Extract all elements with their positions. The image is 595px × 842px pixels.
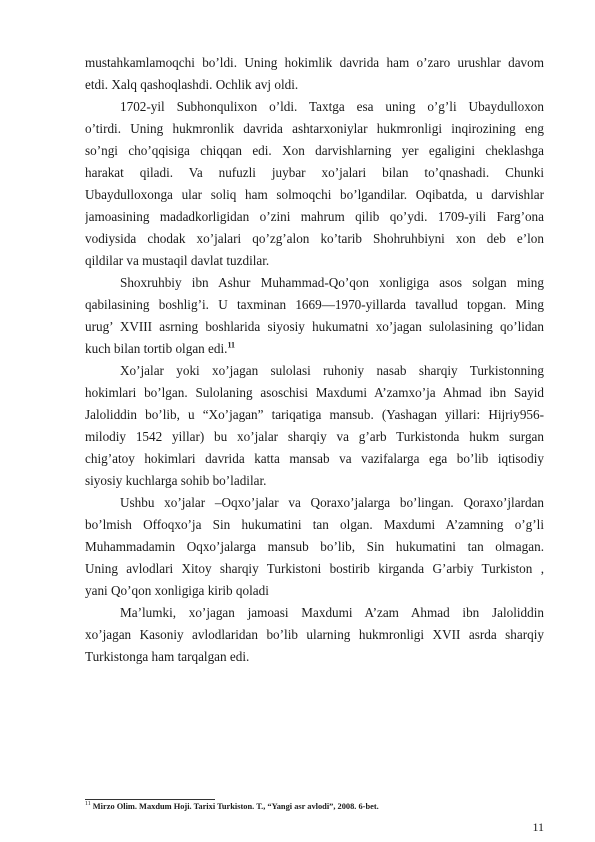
text-line <box>85 580 544 602</box>
line-text: Shoxruhbiy ibn Ashur Muhammad-Qo’qon xonligiga asos solgan ming <box>120 275 544 290</box>
text-line <box>85 602 544 624</box>
line-text: vodiysida chodak xo’jalari qo’zg’alon ko’tarib Shohruhbiyni xon deb e’lon <box>85 231 544 246</box>
line-text: urug’ XVIII asrning boshlarida siyosiy hukumatni xo’jagan sulolasining qo’lidan <box>85 319 544 334</box>
text-line <box>85 492 544 514</box>
text-line <box>85 382 544 404</box>
text-line <box>85 470 544 492</box>
text-line <box>85 624 544 646</box>
line-text: 1702-yil Subhonqulixon o’ldi. Taxtga esa uning o’g’li Ubaydulloxon <box>120 99 544 114</box>
line-text: Ma’lumki, xo’jagan jamoasi Maxdumi A’zam Ahmad ibn Jaloliddin <box>120 605 544 620</box>
line-text: bo’lmish Offoqxo’ja Sin hukumatini tan olgan. Maxdumi A’zamning o’g’li <box>85 517 544 532</box>
line-text: etdi. Xalq qashoqlashdi. Ochlik avj oldi. <box>85 77 299 92</box>
line-text: yani Qo’qon xonligiga kirib qoladi <box>85 583 269 598</box>
paragraph <box>85 272 544 360</box>
line-text: chig’atoy hokimlari davrida katta mansab va vazifalarga ega bo’lib iqtisodiy <box>85 451 544 466</box>
line-text: Muhammadamin Oqxo’jalarga mansub bo’lib, Sin hukumatini tan olmagan. <box>85 539 544 554</box>
paragraph <box>85 96 544 272</box>
line-text: so’ngi cho’qqisiga chiqqan edi. Xon darvishlarning yer egaligini cheklashga <box>85 143 544 158</box>
body-text <box>85 52 544 668</box>
page-number: 11 <box>532 820 544 834</box>
text-line <box>85 558 544 580</box>
line-text: qildilar va mustaqil davlat tuzdilar. <box>85 253 270 268</box>
text-line <box>85 228 544 250</box>
footnote <box>85 801 379 813</box>
line-text: qabilasining boshlig’i. U taxminan 1669—1970-yillarda tavallud topgan. Ming <box>85 297 544 312</box>
line-text: siyosiy kuchlarga sohib bo’ladilar. <box>85 473 267 488</box>
line-text: mustahkamlamoqchi bo’ldi. Uning hokimlik davrida ham o’zaro urushlar davom <box>85 55 544 70</box>
paragraph <box>85 492 544 602</box>
line-text: Jaloliddin bo’lib, u “Xo’jagan” tariqatiga mansub. (Yashagan yillari: Hijriy956- <box>85 407 544 422</box>
line-text: kuch bilan tortib olgan edi. <box>85 341 228 356</box>
text-line <box>85 316 544 338</box>
text-line <box>85 162 544 184</box>
line-text: harakat qiladi. Va nufuzli juybar xo’jalari bilan to’qnashadi. Chunki <box>85 165 544 180</box>
line-text: Ushbu xo’jalar –Oqxo’jalar va Qoraxo’jalarga bo’lingan. Qoraxo’jlardan <box>120 495 544 510</box>
text-line <box>85 536 544 558</box>
text-line <box>85 272 544 294</box>
text-line <box>85 74 544 96</box>
text-line <box>85 338 544 360</box>
text-line <box>85 514 544 536</box>
footnote-reference[interactable]: 11 <box>227 340 236 350</box>
text-line <box>85 184 544 206</box>
text-line <box>85 294 544 316</box>
text-line <box>85 404 544 426</box>
line-text: milodiy 1542 yillar) bu xo’jalar sharqiy va g’arb Turkistonda hukm surgan <box>85 429 544 444</box>
line-text: o’tirdi. Uning hukmronlik davrida ashtarxoniylar hukmronligi inqirozining eng <box>85 121 544 136</box>
line-text: Ubaydulloxonga ular soliq ham solmoqchi bo’lgandilar. Oqibatda, u darvishlar <box>85 187 544 202</box>
paragraph <box>85 602 544 668</box>
line-text: hokimlari bo’lgan. Sulolaning asoschisi Maxdumi A’zamxo’ja Ahmad ibn Sayid <box>85 385 544 400</box>
text-line <box>85 206 544 228</box>
paragraph <box>85 52 544 96</box>
paragraph <box>85 360 544 492</box>
text-line <box>85 448 544 470</box>
text-line <box>85 250 544 272</box>
line-text: jamoasining madadkorligidan o’zini mahrum qilib qo’ydi. 1709-yili Farg’ona <box>85 209 544 224</box>
text-line <box>85 646 544 668</box>
footnote-separator <box>85 799 215 800</box>
footnote-number: 11 <box>85 801 91 808</box>
text-line <box>85 52 544 74</box>
text-line <box>85 96 544 118</box>
text-line <box>85 118 544 140</box>
text-line <box>85 360 544 382</box>
text-line <box>85 426 544 448</box>
line-text: Xo’jalar yoki xo’jagan sulolasi ruhoniy nasab sharqiy Turkistonning <box>120 363 544 378</box>
line-text: xo’jagan Kasoniy avlodlaridan bo’lib ularning hukmronligi XVII asrda sharqiy <box>85 627 544 642</box>
footnote-text: Mirzo Olim. Maxdum Hoji. Tarixi Turkiston. T., “Yangi asr avlodi”, 2008. 6-bet. <box>92 802 379 811</box>
line-text: Uning avlodlari Xitoy sharqiy Turkistoni bostirib kirganda G’arbiy Turkiston , <box>85 561 544 576</box>
text-line <box>85 140 544 162</box>
line-text: Turkistonga ham tarqalgan edi. <box>85 649 250 664</box>
